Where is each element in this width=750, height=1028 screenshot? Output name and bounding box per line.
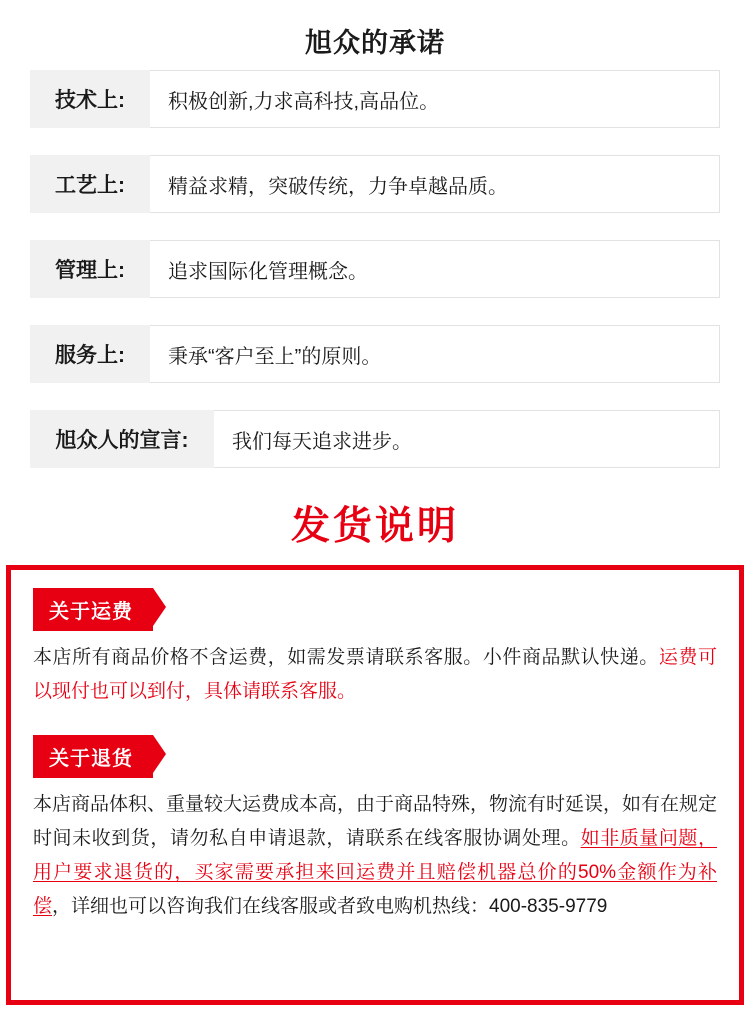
returns-text-red: 如非质量问题，用户要求退货的，买家需要承担来回运费并且赔偿机器总价的50%金额作为补偿 xyxy=(33,828,717,917)
promise-text: 积极创新,力求高科技,高品位。 xyxy=(150,70,720,128)
promise-text: 我们每天追求进步。 xyxy=(214,410,720,468)
shipping-heading: 发货说明 xyxy=(290,505,459,548)
promise-label: 技术上: xyxy=(55,89,125,112)
promise-list xyxy=(0,70,750,468)
returns-paragraph xyxy=(33,788,717,924)
promise-row xyxy=(30,70,720,128)
freight-paragraph xyxy=(33,641,717,709)
promise-row xyxy=(30,240,720,298)
promise-text: 秉承“客户至上”的原则。 xyxy=(150,325,720,383)
promise-label: 工艺上: xyxy=(55,174,125,197)
section-divider xyxy=(33,723,717,735)
returns-tag: 关于退货 xyxy=(33,735,153,778)
freight-text-black: 本店所有商品价格不含运费，如需发票请联系客服。小件商品默认快递。 xyxy=(33,647,659,668)
returns-text-black-2: ，详细也可以咨询我们在线客服或者致电购机热线：400-835-9779 xyxy=(52,896,608,917)
promise-row xyxy=(30,410,720,468)
promise-label: 旭众人的宣言: xyxy=(55,429,189,452)
promise-row xyxy=(30,155,720,213)
promise-label: 管理上: xyxy=(55,259,125,282)
shipping-box xyxy=(6,565,744,1005)
freight-text-red: 运费可以现付也可以到付，具体请联系客服。 xyxy=(33,647,717,702)
promise-row xyxy=(30,325,720,383)
promise-label: 服务上: xyxy=(55,344,125,367)
returns-text-black-1: 本店商品体积、重量较大运费成本高，由于商品特殊，物流有时延误，如有在规定时间未收到货，请勿私自申请退款，请联系在线客服协调处理。 xyxy=(33,794,718,849)
freight-tag: 关于运费 xyxy=(33,588,153,631)
promise-text: 精益求精，突破传统，力争卓越品质。 xyxy=(150,155,720,213)
promise-text: 追求国际化管理概念。 xyxy=(150,240,720,298)
page-title: 旭众的承诺 xyxy=(305,28,445,58)
